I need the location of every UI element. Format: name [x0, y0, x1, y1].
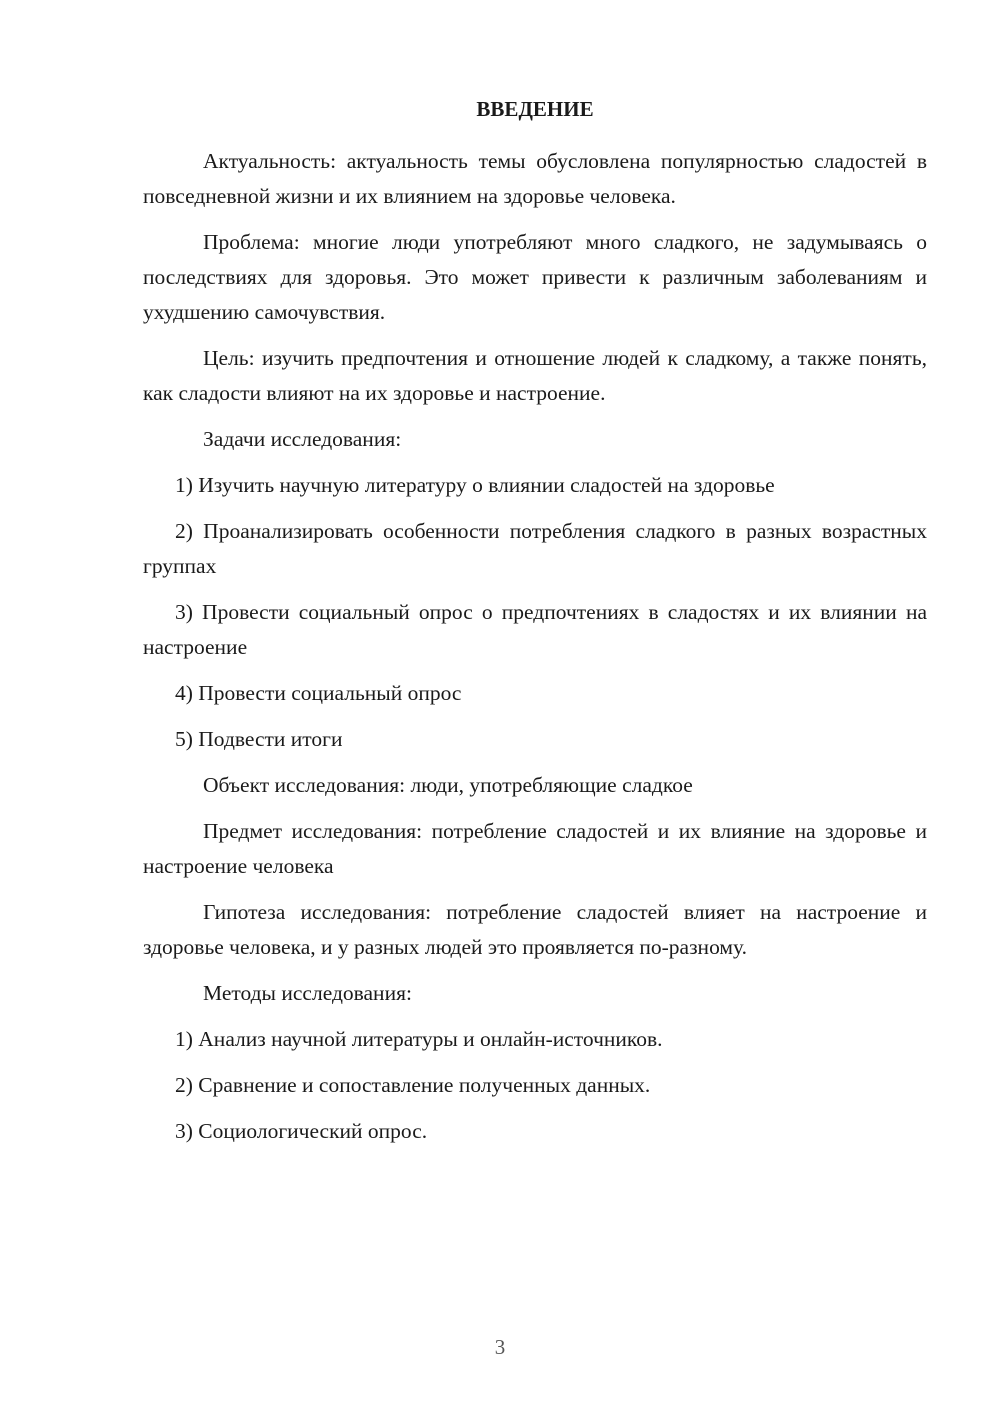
- page-number: 3: [494, 1335, 506, 1359]
- tasks-heading: Задачи исследования:: [203, 427, 402, 451]
- object-paragraph: Объект исследования: люди, употребляющие сладкое: [203, 773, 693, 797]
- problem-paragraph: Проблема: многие люди употребляют много сладкого, не задумываясь о последствиях для здоровья. Это может привести к различным заболеваниям и ухудшению самочувствия.: [143, 230, 927, 324]
- section-title: ВВЕДЕНИЕ: [476, 97, 594, 121]
- methods-heading: Методы исследования:: [203, 981, 412, 1005]
- method-item-3: 3) Социологический опрос.: [175, 1119, 428, 1143]
- task-item-1: 1) Изучить научную литературу о влиянии сладостей на здоровье: [175, 473, 775, 497]
- task-item-3: 3) Провести социальный опрос о предпочтениях в сладостях и их влиянии на настроение: [143, 600, 927, 659]
- goal-paragraph: Цель: изучить предпочтения и отношение людей к сладкому, а также понять, как сладости влияют на их здоровье и настроение.: [143, 346, 927, 405]
- hypothesis-paragraph: Гипотеза исследования: потребление сладостей влияет на настроение и здоровье человека, и у разных людей это проявляется по-разному.: [143, 900, 927, 959]
- method-item-1: 1) Анализ научной литературы и онлайн-источников.: [175, 1027, 663, 1051]
- task-item-5: 5) Подвести итоги: [175, 727, 343, 751]
- subject-paragraph: Предмет исследования: потребление сладостей и их влияние на здоровье и настроение человека: [143, 819, 927, 878]
- page-content: [143, 92, 927, 1160]
- relevance-paragraph: Актуальность: актуальность темы обусловлена популярностью сладостей в повседневной жизни и их влиянием на здоровье человека.: [143, 149, 927, 208]
- task-item-2: 2) Проанализировать особенности потребления сладкого в разных возрастных группах: [143, 519, 927, 578]
- task-item-4: 4) Провести социальный опрос: [175, 681, 462, 705]
- method-item-2: 2) Сравнение и сопоставление полученных данных.: [175, 1073, 651, 1097]
